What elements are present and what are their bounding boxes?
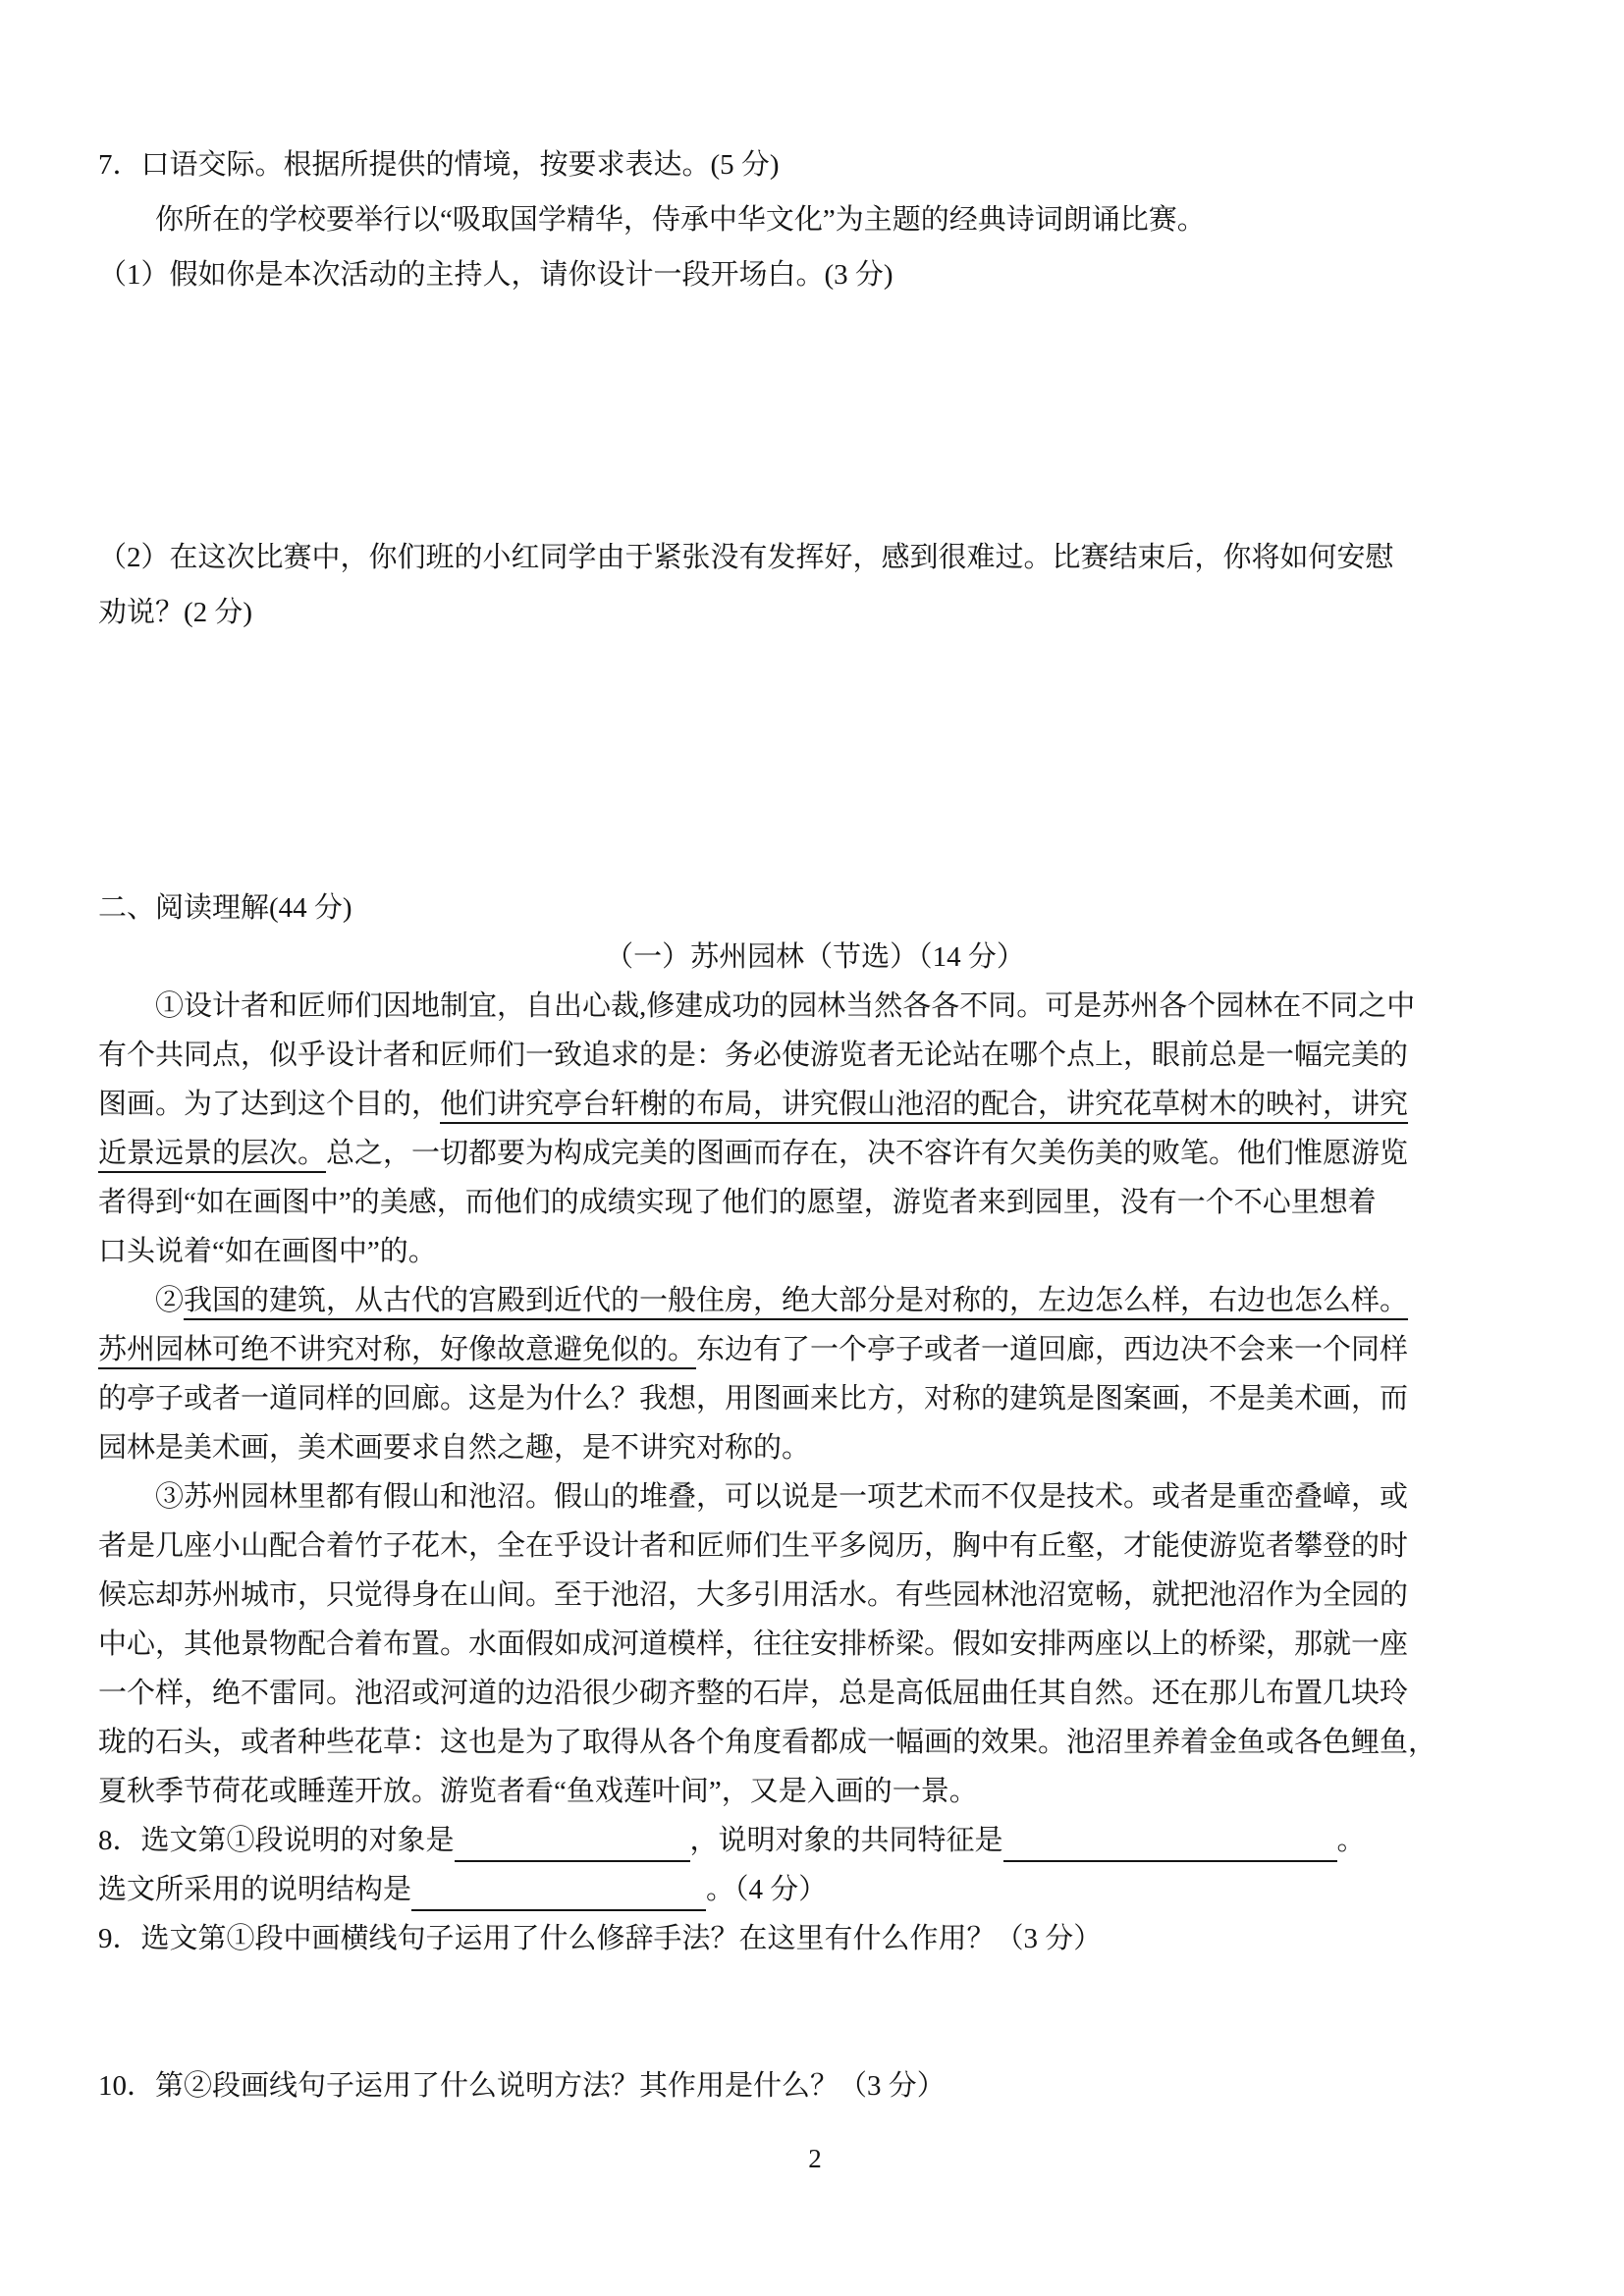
question-7-part2 [98,530,1532,640]
passage-paragraph [98,1276,1532,1472]
text-line [98,1031,1532,1080]
text-line [98,1522,1532,1571]
page-number: 2 [808,2144,822,2173]
text-segment: 8．选文第①段说明的对象是 [98,1825,455,1856]
passage-paragraph [98,982,1532,1276]
text-segment: 总之，一切都要为构成完美的图画而存在，决不容许有欠美伤美的败笔。他们惟愿游览 [326,1138,1409,1169]
section-2-heading: 二、阅读理解(44 分) [98,892,352,924]
text-line [98,1767,1532,1816]
text-segment: ，说明对象的共同特征是 [689,1825,1003,1856]
question-7-heading: 7．口语交际。根据所提供的情境，按要求表达。(5 分) [98,149,780,181]
answer-blank [1003,1834,1337,1862]
text-line [98,1669,1532,1718]
underlined-text-segment: 我国的建筑，从古代的宫殿到近代的一般住房，绝大部分是对称的，左边怎么样，右边也怎么样。 [184,1285,1409,1316]
text-segment: 东边有了一个亭子或者一道回廊，西边决不会来一个同样 [696,1334,1409,1365]
text-line [98,530,1532,585]
text-line [98,1423,1532,1472]
text-line [98,982,1532,1031]
passage [98,982,1532,1816]
text-segment: 珑的石头，或者种些花草：这也是为了取得从各个角度看都成一幅画的效果。池沼里养着金鱼或各色鲤鱼， [98,1727,1437,1758]
answer-space-7-1 [98,302,1532,530]
text-segment: 候忘却苏州城市，只觉得身在山间。至于池沼，大多引用活水。有些园林池沼宽畅，就把池沼作为全园的 [98,1579,1409,1611]
text-line [98,1178,1532,1227]
text-segment: 中心，其他景物配合着布置。水面假如成河道模样，往往安排桥梁。假如安排两座以上的桥梁，那就一座 [98,1629,1409,1660]
text-segment: 选文所采用的说明结构是 [98,1874,412,1905]
text-segment: 者是几座小山配合着竹子花木，全在乎设计者和匠师们生平多阅历，胸中有丘壑，才能使游览者攀登的时 [98,1530,1409,1562]
text-segment: 劝说？(2 分) [98,597,253,628]
text-segment: （2）在这次比赛中，你们班的小红同学由于紧张没有发挥好，感到很难过。比赛结束后，你将如何安慰 [98,542,1394,573]
text-line [98,1718,1532,1767]
answer-space-7-2 [98,640,1532,883]
text-line [98,1816,1532,1865]
question-7-scenario: 你所在的学校要举行以“吸取国学精华，侍承中华文化”为主题的经典诗词朗诵比赛。 [98,204,1206,236]
text-segment: 。（4 分） [706,1874,828,1905]
text-line [98,1129,1532,1178]
answer-blank [455,1834,690,1862]
text-line [98,1620,1532,1669]
text-segment: ①设计者和匠师们因地制宜，自出心裁,修建成功的园林当然各各不同。可是苏州各个园林在不同之中 [98,990,1416,1022]
text-segment: 者得到“如在画图中”的美感，而他们的成绩实现了他们的愿望，游览者来到园里，没有一个不心里想着 [98,1187,1377,1218]
text-segment: 。 [1336,1825,1366,1856]
text-line [98,1374,1532,1423]
text-line [98,1227,1532,1276]
text-segment: 图画。为了达到这个目的， [98,1089,441,1120]
text-line [98,1472,1532,1522]
answer-blank [411,1883,706,1911]
question-7-part1: （1）假如你是本次活动的主持人，请你设计一段开场白。(3 分) [98,259,893,291]
text-segment: ② [98,1285,185,1316]
text-segment: 夏秋季节荷花或睡莲开放。游览者看“鱼戏莲叶间”，又是入画的一景。 [98,1776,978,1807]
underlined-text-segment: 苏州园林可绝不讲究对称，好像故意避免似的。 [98,1334,697,1365]
question-8 [98,1816,1532,1914]
question-9: 9．选文第①段中画横线句子运用了什么修辞手法？在这里有什么作用？（3 分） [98,1923,1103,1954]
text-line [98,1080,1532,1129]
text-segment: 口头说着“如在画图中”的。 [98,1236,437,1267]
text-line [98,1276,1532,1325]
underlined-text-segment: 他们讲究亭台轩榭的布局，讲究假山池沼的配合，讲究花草树木的映衬，讲究 [440,1089,1409,1120]
text-segment: 园林是美术画，美术画要求自然之趣，是不讲究对称的。 [98,1432,811,1464]
text-line [98,1325,1532,1374]
text-segment: 有个共同点，似乎设计者和匠师们一致追求的是：务必使游览者无论站在哪个点上，眼前总是一幅完美的 [98,1040,1409,1071]
passage-title: （一）苏州园林（节选）（14 分） [605,941,1025,973]
text-segment: ③苏州园林里都有假山和池沼。假山的堆叠，可以说是一项艺术而不仅是技术。或者是重峦叠嶂，或 [98,1481,1409,1513]
text-line [98,1865,1532,1914]
answer-space-9 [98,1963,1532,2061]
text-segment: 的亭子或者一道同样的回廊。这是为什么？我想，用图画来比方，对称的建筑是图案画，不是美术画，而 [98,1383,1409,1415]
passage-paragraph [98,1472,1532,1816]
underlined-text-segment: 近景远景的层次。 [98,1138,327,1169]
text-segment: 一个样，绝不雷同。池沼或河道的边沿很少砌齐整的石岸，总是高低屈曲任其自然。还在那儿布置几块玲 [98,1678,1409,1709]
question-10: 10．第②段画线句子运用了什么说明方法？其作用是什么？（3 分） [98,2070,946,2102]
text-line [98,585,1532,640]
text-line [98,1571,1532,1620]
